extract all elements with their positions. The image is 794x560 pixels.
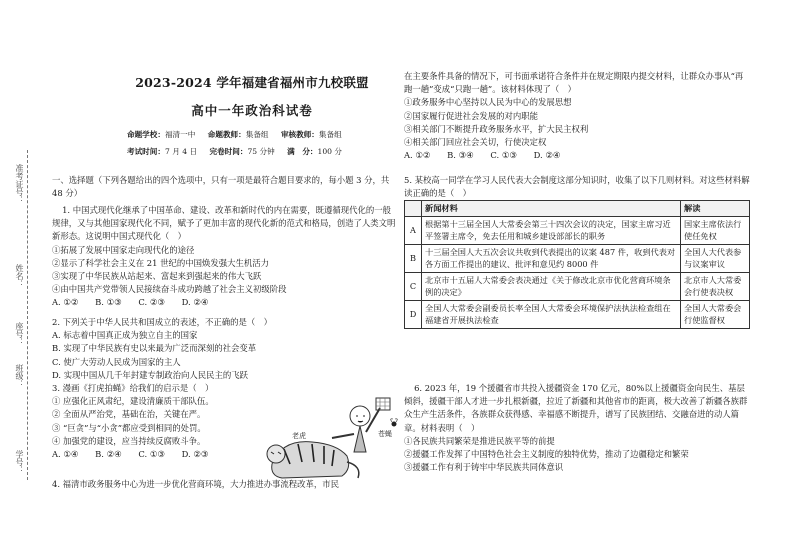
row-label: B bbox=[405, 244, 422, 272]
question-stem: 在主要条件具备的情况下，可书面承诺符合条件并在规定期限内提交材料，让群众办事从“再跑一趟”变成“只跑一趟”。该材料体现了（ ） bbox=[404, 71, 744, 95]
question-option: D. 实现中国从几千年封建专制政治向人民民主的飞跃 bbox=[52, 369, 248, 380]
margin-label-seat: 座号： bbox=[15, 322, 24, 346]
question-option: ③相关部门不断提升政务服务水平，扩大民主权利 bbox=[404, 123, 589, 134]
news-cell: 十三届全国人大五次会议共收到代表提出的议案 487 件，收到代表对各方面工作提出的建议、批评和意见约 8000 件 bbox=[422, 244, 681, 272]
interpretation-cell: 国家主席依法行使任免权 bbox=[681, 216, 750, 244]
interpretation-cell: 全国人大代表参与议案审议 bbox=[681, 244, 750, 272]
table-row bbox=[405, 244, 750, 272]
binding-margin bbox=[0, 0, 44, 560]
margin-label-exam-no: 准考证号： bbox=[15, 164, 24, 204]
meta-row-2 bbox=[127, 145, 352, 158]
meta-item: 满 分：100 分 bbox=[287, 147, 343, 156]
meta-item: 完卷时间：75 分钟 bbox=[209, 147, 275, 156]
question-option: ④由中国共产党带领人民接续奋斗成功跨越了社会主义初级阶段 bbox=[52, 284, 287, 295]
table-header-row bbox=[405, 201, 750, 217]
answer-choices: A. ①② B. ③④ C. ①③ D. ②④ bbox=[404, 150, 561, 161]
answer-choices: A. ①② B. ①③ C. ②③ D. ②④ bbox=[52, 297, 209, 308]
table-row bbox=[405, 216, 750, 244]
news-cell: 北京市十五届人大常委会表决通过《关于修改北京市优化营商环境条例的决定》 bbox=[422, 272, 681, 300]
question-option: ①政务服务中心坚持以人民为中心的发展思想 bbox=[404, 97, 572, 108]
question-stem: 1. 中国式现代化继承了中国革命、建设、改革和新时代的内在需要，既遵循现代化的一般规律，又与其他国家现代化不同，赋予了更加丰富的现代化新的范式和格局，创造了人类文明新形态。这说明中国式现代化（ ） bbox=[52, 205, 396, 242]
question-3 bbox=[52, 382, 262, 461]
cartoon-tiger-label: 老虎 bbox=[292, 432, 306, 440]
question-stem: 2. 下列关于中华人民共和国成立的表述，不正确的是（ ） bbox=[52, 317, 273, 327]
news-cell: 根据第十三届全国人大常委会第三十四次会议的决定，国家主席习近平签署主席令，免去任用和城乡建设部部长的职务 bbox=[422, 216, 681, 244]
question-option: ①拓展了发展中国家走向现代化的途径 bbox=[52, 244, 195, 255]
question-option: ②援疆工作发挥了中国特色社会主义制度的独特优势，推动了边疆稳定和繁荣 bbox=[404, 449, 689, 460]
margin-label-name: 姓名： bbox=[15, 264, 24, 288]
meta-item: 审核教师：集备组 bbox=[280, 130, 342, 139]
question-6 bbox=[404, 382, 750, 474]
question-option: B. 实现了中华民族有史以来最为广泛而深刻的社会变革 bbox=[52, 343, 257, 354]
question-option: ③援疆工作有利于铸牢中华民族共同体意识 bbox=[404, 462, 564, 473]
table-row bbox=[405, 272, 750, 300]
interpretation-cell: 北京市人大常委会行使表决权 bbox=[681, 272, 750, 300]
news-cell: 全国人大常委会副委员长率全国人大常委会环境保护法执法检查组在福建省开展执法检查 bbox=[422, 300, 681, 328]
question-option: ②显示了科学社会主义在 21 世纪的中国焕发强大生机活力 bbox=[52, 257, 269, 268]
table-row bbox=[405, 300, 750, 328]
row-label: D bbox=[405, 300, 422, 328]
section-heading: 一、选择题（下列各题给出的四个选项中，只有一项是最符合题目要求的，每小题 3 分，共 48 分） bbox=[52, 175, 390, 199]
question-option: ① 应强化正风肃纪，建设清廉质干部队伍。 bbox=[52, 396, 214, 407]
row-label: C bbox=[405, 272, 422, 300]
cartoon-tiger-fly-illustration bbox=[262, 394, 402, 484]
question-option: ①各民族共同繁荣是推进民族平等的前提 bbox=[404, 435, 555, 446]
question-stem: 6. 2023 年，19 个援疆省市共投入援疆资金 170 亿元，80%以上援疆资金向民生、基层倾斜，援疆干部人才进一步扎根新疆，拉近了新疆和其他省市的距离，极大改善了新疆各族群众生产生活条件，各族群众获得感、幸福感不断提升，谱写了民族团结、交融奋进的动人篇章。材料表明（ ） bbox=[404, 383, 748, 433]
table-header: 新闻材料 bbox=[422, 201, 681, 217]
answer-choices: A. ①④ B. ②④ C. ①③ D. ②③ bbox=[52, 449, 209, 460]
row-label: A bbox=[405, 216, 422, 244]
question-stem: 3. 漫画《打虎拍蝇》给我们的启示是（ ） bbox=[52, 383, 214, 393]
question-option: C. 使广大劳动人民成为国家的主人 bbox=[52, 356, 181, 367]
question-option: ④相关部门回应社会关切，行使决定权 bbox=[404, 137, 547, 148]
question-1 bbox=[52, 204, 398, 310]
table-header: 解读 bbox=[681, 201, 750, 217]
question-option: ③ “巨贪”与“小贪”都应受到相同的处罚。 bbox=[52, 422, 206, 433]
meta-item: 考试时间：7 月 4 日 bbox=[127, 147, 198, 156]
question-option: ② 全面从严治党，基础在治，关键在严。 bbox=[52, 409, 206, 420]
exam-title: 2023-2024 学年福建省福州市九校联盟 bbox=[135, 75, 369, 90]
interpretation-cell: 全国人大常委会行使监督权 bbox=[681, 300, 750, 328]
news-interpretation-table bbox=[404, 200, 750, 329]
question-option: ③实现了中华民族从站起来、富起来到强起来的伟大飞跃 bbox=[52, 271, 262, 282]
question-option: ②国家履行促进社会发展的对内职能 bbox=[404, 110, 538, 121]
margin-label-student-no: 学号： bbox=[15, 450, 24, 474]
exam-subtitle: 高中一年政治科试卷 bbox=[191, 103, 313, 118]
cartoon-fly-label: 苍蝇 bbox=[378, 430, 392, 438]
margin-label-class: 班级： bbox=[15, 364, 24, 388]
meta-item: 命题学校：福清一中 bbox=[127, 130, 196, 139]
meta-item: 命题教师：集备组 bbox=[207, 130, 269, 139]
question-4-start: 4. 福清市政务服务中心为进一步优化营商环境，大力推进办事流程改革，市民 bbox=[52, 479, 340, 489]
question-option: A. 标志着中国真正成为独立自主的国家 bbox=[52, 330, 198, 341]
question-4-continued bbox=[404, 70, 750, 162]
cut-line bbox=[27, 150, 28, 480]
question-option: ④ 加强党的建设，应当持续反腐败斗争。 bbox=[52, 435, 206, 446]
question-5-stem: 5. 某校高一同学在学习人民代表大会制度这部分知识时，收集了以下几则材料。对这些材料解读正确的是（ ） bbox=[404, 175, 750, 199]
question-2 bbox=[52, 316, 398, 382]
meta-row-1 bbox=[127, 128, 352, 141]
table-header bbox=[405, 201, 422, 217]
